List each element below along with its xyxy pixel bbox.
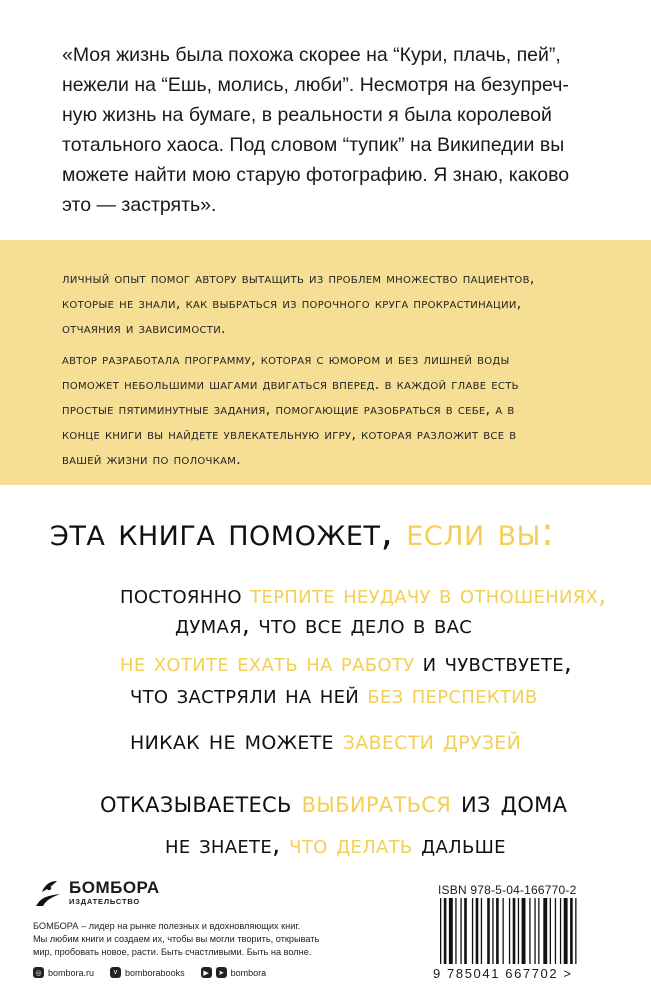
help-text: дальше — [421, 830, 506, 860]
youtube-icon: ▶ — [201, 967, 212, 978]
help-text: отказываетесь — [100, 785, 292, 820]
barcode-bar — [550, 898, 551, 964]
publisher-name: БОМБОРА — [69, 878, 160, 897]
publisher-subtitle: ИЗДАТЕЛЬСТВО — [69, 897, 140, 906]
help-highlight: что делать — [289, 830, 413, 860]
barcode-bar — [481, 898, 482, 964]
help-item-2-cont — [130, 680, 538, 709]
help-highlight: без перспектив — [367, 680, 538, 709]
description-line: автор разработала программу, которая с юмором и без лишней воды — [62, 352, 510, 368]
publisher-about — [33, 920, 433, 959]
quote-line: нежели на “Ешь, молись, люби”. Несмотря на безупреч- — [62, 74, 569, 96]
barcode-bar — [472, 898, 473, 964]
description-line: личный опыт помог автору вытащить из проблем множество пациентов, — [62, 271, 535, 287]
barcode-bar — [560, 898, 561, 964]
barcode-bar — [522, 898, 526, 964]
barcode-bar — [492, 898, 493, 964]
barcode-bar — [538, 898, 539, 964]
barcode-bar — [455, 898, 456, 964]
isbn-label: ISBN 978-5-04-166770-2 — [438, 883, 577, 897]
barcode-bar — [464, 898, 467, 964]
help-text: и чувствуете, — [422, 648, 573, 677]
help-item-1-cont — [175, 610, 472, 639]
help-text: не знаете, — [165, 830, 281, 860]
help-text: никак не можете — [130, 725, 334, 756]
help-item-2 — [120, 648, 572, 677]
barcode-bar — [564, 898, 568, 964]
description-paragraph-1 — [62, 267, 622, 342]
help-item-5 — [165, 830, 506, 860]
help-item-1 — [120, 580, 606, 609]
heading-highlight-text: если вы: — [406, 510, 555, 555]
description-line: поможет небольшими шагами двигаться вперед. в каждой главе есть — [62, 377, 519, 393]
quote-line: «Моя жизнь была похожа скорее на “Кури, плачь, пей”, — [62, 44, 561, 66]
barcode — [438, 898, 608, 966]
description-line: отчаяния и зависимости. — [62, 321, 226, 337]
about-line: Мы любим книги и создаем их, чтобы вы могли творить, открывать — [33, 934, 320, 944]
quote-line: можете найти мою старую фотографию. Я знаю, каково — [62, 164, 570, 186]
barcode-bar — [513, 898, 516, 964]
barcode-bar — [440, 898, 441, 964]
quote-line: ную жизнь на бумаге, в реальности я была королевой — [62, 104, 552, 126]
help-item-4 — [100, 785, 567, 820]
description-line: вашей жизни по полочкам. — [62, 452, 242, 468]
description-band — [0, 240, 651, 485]
barcode-bar — [570, 898, 573, 964]
barcode-bar — [496, 898, 499, 964]
help-heading — [50, 510, 555, 555]
barcode-bar — [509, 898, 510, 964]
help-item-3 — [130, 725, 521, 756]
help-text: что застряли на ней — [130, 680, 360, 709]
help-highlight: не хотите ехать на работу — [120, 648, 415, 677]
description-line: конце книги вы найдете увлекательную игру, которая разложит все в — [62, 427, 517, 443]
help-highlight: завести друзей — [342, 725, 522, 756]
heading-dark-text: эта книга поможет, — [50, 510, 394, 555]
barcode-bar — [543, 898, 547, 964]
help-text: думая, что все дело в вас — [175, 610, 473, 639]
about-line: БОМБОРА – лидер на рынке полезных и вдохновляющих книг. — [33, 921, 301, 931]
barcode-bar — [575, 898, 576, 964]
barcode-bar — [476, 898, 479, 964]
description-line: простые пятиминутные задания, помогающие разобраться в себе, а в — [62, 402, 515, 418]
barcode-digits: 9 785041 667702 > — [433, 966, 573, 981]
help-highlight: терпите неудачу в отношениях, — [250, 580, 607, 609]
barcode-bar — [487, 898, 490, 964]
social-label: bombora — [230, 967, 267, 978]
social-label: bomborabooks — [125, 967, 185, 978]
social-vk[interactable] — [110, 967, 185, 978]
telegram-icon: ➤ — [216, 967, 227, 978]
barcode-bar — [460, 898, 461, 964]
barcode-bar — [444, 898, 447, 964]
social-label: bombora.ru — [48, 967, 95, 978]
help-highlight: выбираться — [301, 785, 452, 820]
social-telegram[interactable] — [201, 967, 267, 978]
description-line: которые не знали, как выбраться из порочного круга прокрастинации, — [62, 296, 522, 312]
social-website[interactable] — [33, 967, 94, 978]
help-text: постоянно — [120, 580, 242, 609]
instagram-icon: ◎ — [33, 967, 44, 978]
about-line: мир, пробовать новое, расти. Быть счастливыми. Быть на волне. — [33, 947, 312, 957]
barcode-bar — [529, 898, 530, 964]
publisher-logo — [33, 878, 160, 908]
help-text: из дома — [461, 785, 568, 820]
quote-line: тотального хаоса. Под словом “тупик” на Википедии вы — [62, 134, 565, 156]
quote-line: это — застрять». — [62, 194, 217, 216]
barcode-bar — [503, 898, 504, 964]
vk-icon: v — [110, 967, 121, 978]
description-paragraph-2 — [62, 348, 622, 473]
barcode-bar — [518, 898, 519, 964]
bombora-logo-icon — [33, 878, 63, 908]
barcode-bar — [555, 898, 556, 964]
publisher-socials — [33, 967, 266, 978]
barcode-bar — [534, 898, 535, 964]
barcode-bar — [449, 898, 453, 964]
quote-block — [62, 40, 622, 220]
